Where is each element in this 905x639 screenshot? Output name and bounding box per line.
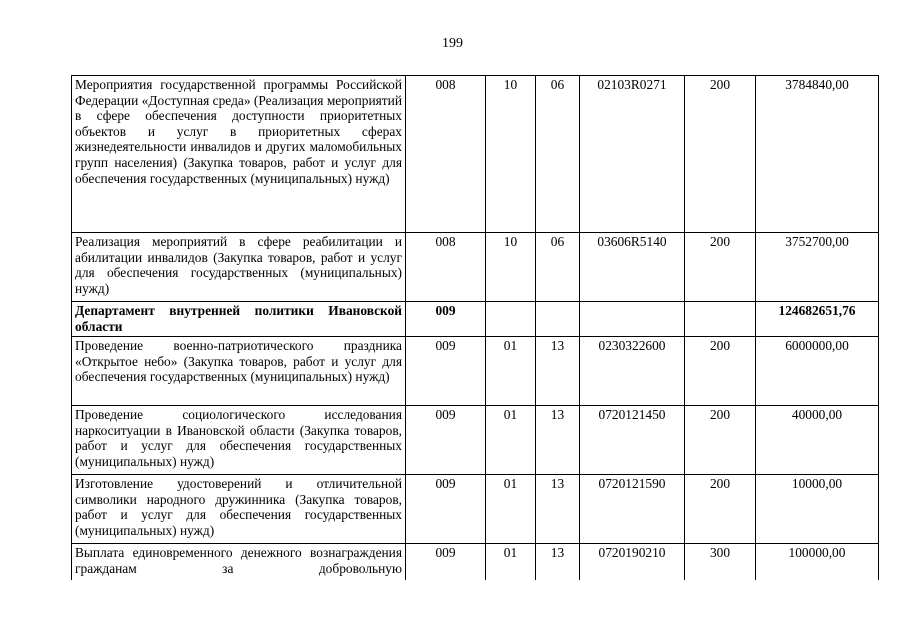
amount-cell: 3784840,00 [756, 76, 879, 233]
expense-type-cell [685, 302, 756, 337]
expense-type-cell: 200 [685, 406, 756, 475]
table-row [72, 337, 879, 406]
ministry-code-cell: 008 [406, 233, 486, 302]
table-row [72, 76, 879, 233]
section-code-cell: 10 [486, 76, 536, 233]
section-code-cell: 10 [486, 233, 536, 302]
subsection-code-cell: 13 [536, 544, 580, 580]
row-name-cell: Департамент внутренней политики Ивановской области [72, 302, 406, 337]
target-item-cell: 0720121450 [580, 406, 685, 475]
row-name-cell: Проведение военно-патриотического праздника «Открытое небо» (Закупка товаров, работ и услуг для обеспечения государственных (муниципальных) нужд) [72, 337, 406, 406]
expense-type-cell: 200 [685, 337, 756, 406]
amount-cell: 124682651,76 [756, 302, 879, 337]
row-name-cell: Проведение социологического исследования наркоситуации в Ивановской области (Закупка товаров, работ и услуг для обеспечения государственных (муниципальных) нужд) [72, 406, 406, 475]
target-item-cell: 0720121590 [580, 475, 685, 544]
ministry-code-cell: 009 [406, 337, 486, 406]
section-code-cell: 01 [486, 475, 536, 544]
amount-cell: 100000,00 [756, 544, 879, 580]
subsection-code-cell: 06 [536, 76, 580, 233]
table-row [72, 544, 879, 580]
subsection-code-cell: 06 [536, 233, 580, 302]
ministry-code-cell: 009 [406, 406, 486, 475]
row-name-cell: Выплата единовременного денежного вознаграждения гражданам за добровольную [72, 544, 406, 580]
amount-cell: 40000,00 [756, 406, 879, 475]
subsection-code-cell: 13 [536, 475, 580, 544]
budget-table [71, 75, 879, 580]
row-name-cell: Мероприятия государственной программы Российской Федерации «Доступная среда» (Реализация мероприятий в сфере обеспечения доступности приоритетных объектов и услуг в приоритетных сферах жизнедеятельности инвалидов и других маломобильных групп населения) (Закупка товаров, работ и услуг для обеспечения государственных (муниципальных) нужд) [72, 76, 406, 233]
section-code-cell: 01 [486, 544, 536, 580]
target-item-cell: 02103R0271 [580, 76, 685, 233]
expense-type-cell: 200 [685, 475, 756, 544]
page-number: 199 [442, 36, 463, 51]
row-name-cell: Реализация мероприятий в сфере реабилитации и абилитации инвалидов (Закупка товаров, работ и услуг для обеспечения государственных (муниципальных) нужд) [72, 233, 406, 302]
row-name-cell: Изготовление удостоверений и отличительной символики народного дружинника (Закупка товаров, работ и услуг для обеспечения государственных (муниципальных) нужд) [72, 475, 406, 544]
target-item-cell [580, 302, 685, 337]
expense-type-cell: 200 [685, 76, 756, 233]
amount-cell: 3752700,00 [756, 233, 879, 302]
table-row [72, 475, 879, 544]
table-row [72, 406, 879, 475]
expense-type-cell: 200 [685, 233, 756, 302]
amount-cell: 10000,00 [756, 475, 879, 544]
amount-cell: 6000000,00 [756, 337, 879, 406]
subsection-code-cell: 13 [536, 337, 580, 406]
expense-type-cell: 300 [685, 544, 756, 580]
ministry-code-cell: 008 [406, 76, 486, 233]
subsection-code-cell [536, 302, 580, 337]
ministry-code-cell: 009 [406, 302, 486, 337]
target-item-cell: 03606R5140 [580, 233, 685, 302]
ministry-code-cell: 009 [406, 544, 486, 580]
subsection-code-cell: 13 [536, 406, 580, 475]
section-code-cell: 01 [486, 406, 536, 475]
table-row-department [72, 302, 879, 337]
section-code-cell [486, 302, 536, 337]
target-item-cell: 0720190210 [580, 544, 685, 580]
target-item-cell: 0230322600 [580, 337, 685, 406]
ministry-code-cell: 009 [406, 475, 486, 544]
section-code-cell: 01 [486, 337, 536, 406]
table-row [72, 233, 879, 302]
